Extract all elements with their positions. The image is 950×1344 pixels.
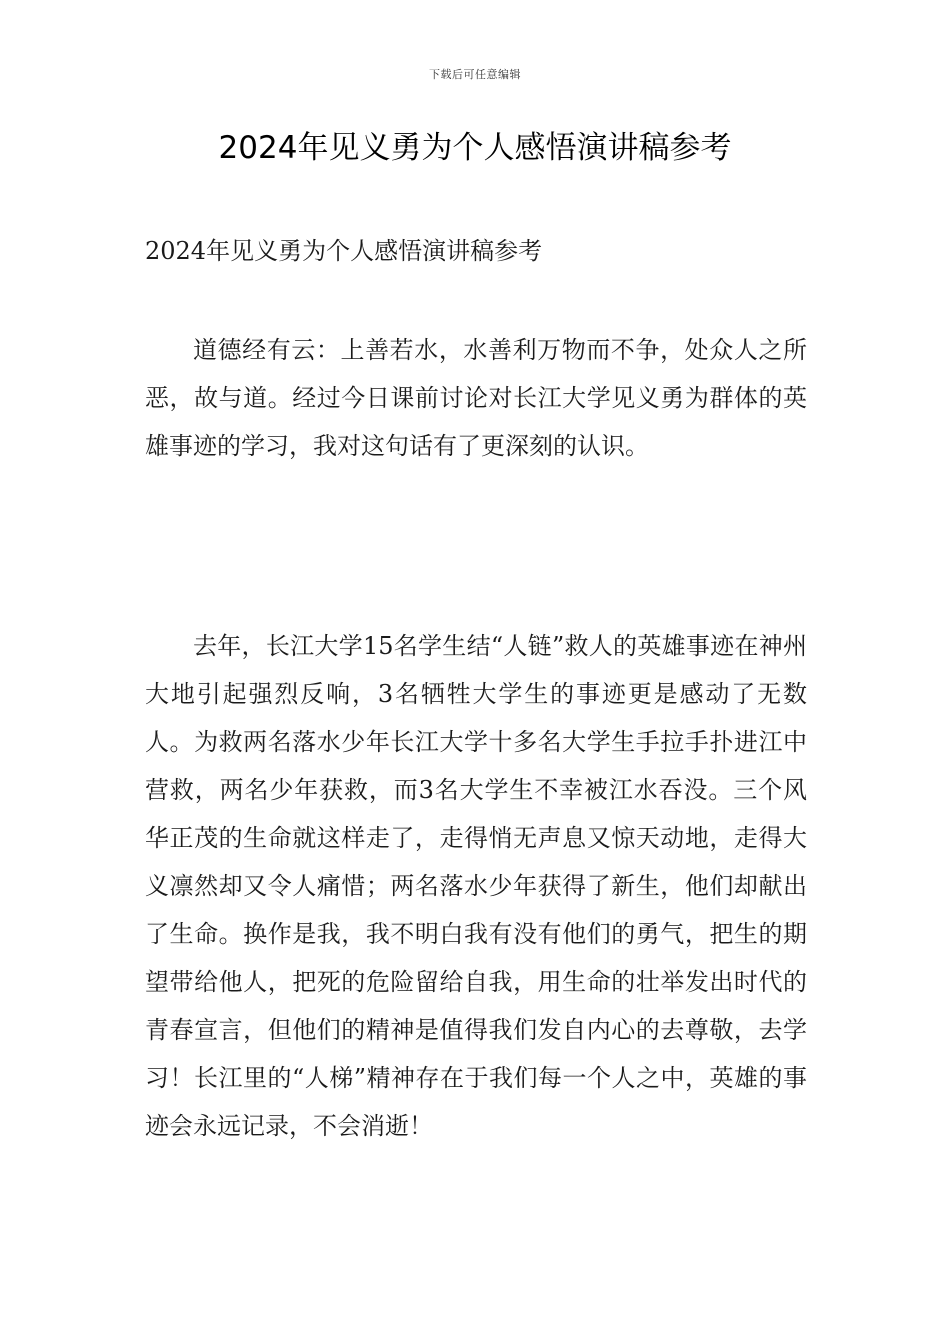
body-paragraph-2: 去年，长江大学15名学生结“人链”救人的英雄事迹在神州大地引起强烈反响，3名牺牲大学生的事迹更是感动了无数人。为救两名落水少年长江大学十多名大学生手拉手扑进江中营救，两名少年获救，而3名大学生不幸被江水吞没。三个风华正茂的生命就这样走了，走得悄无声息又惊天动地，走得大义凛然却又令人痛惜；两名落水少年获得了新生，他们却献出了生命。换作是我，我不明白我有没有他们的勇气，把生的期望带给他人，把死的危险留给自我，用生命的壮举发出时代的青春宣言，但他们的精神是值得我们发自内心的去尊敬，去学习！长江里的“人梯”精神存在于我们每一个人之中，英雄的事迹会永远记录，不会消逝！: [145, 632, 807, 1140]
body-paragraph-1: 道德经有云：上善若水，水善利万物而不争，处众人之所恶，故与道。经过今日课前讨论对长江大学见义勇为群体的英雄事迹的学习，我对这句话有了更深刻的认识。: [145, 336, 807, 460]
download-edit-note: 下载后可任意编辑: [429, 68, 521, 81]
document-subtitle: 2024年见义勇为个人感悟演讲稿参考: [145, 237, 543, 265]
document-title: 2024年见义勇为个人感悟演讲稿参考: [218, 130, 732, 166]
